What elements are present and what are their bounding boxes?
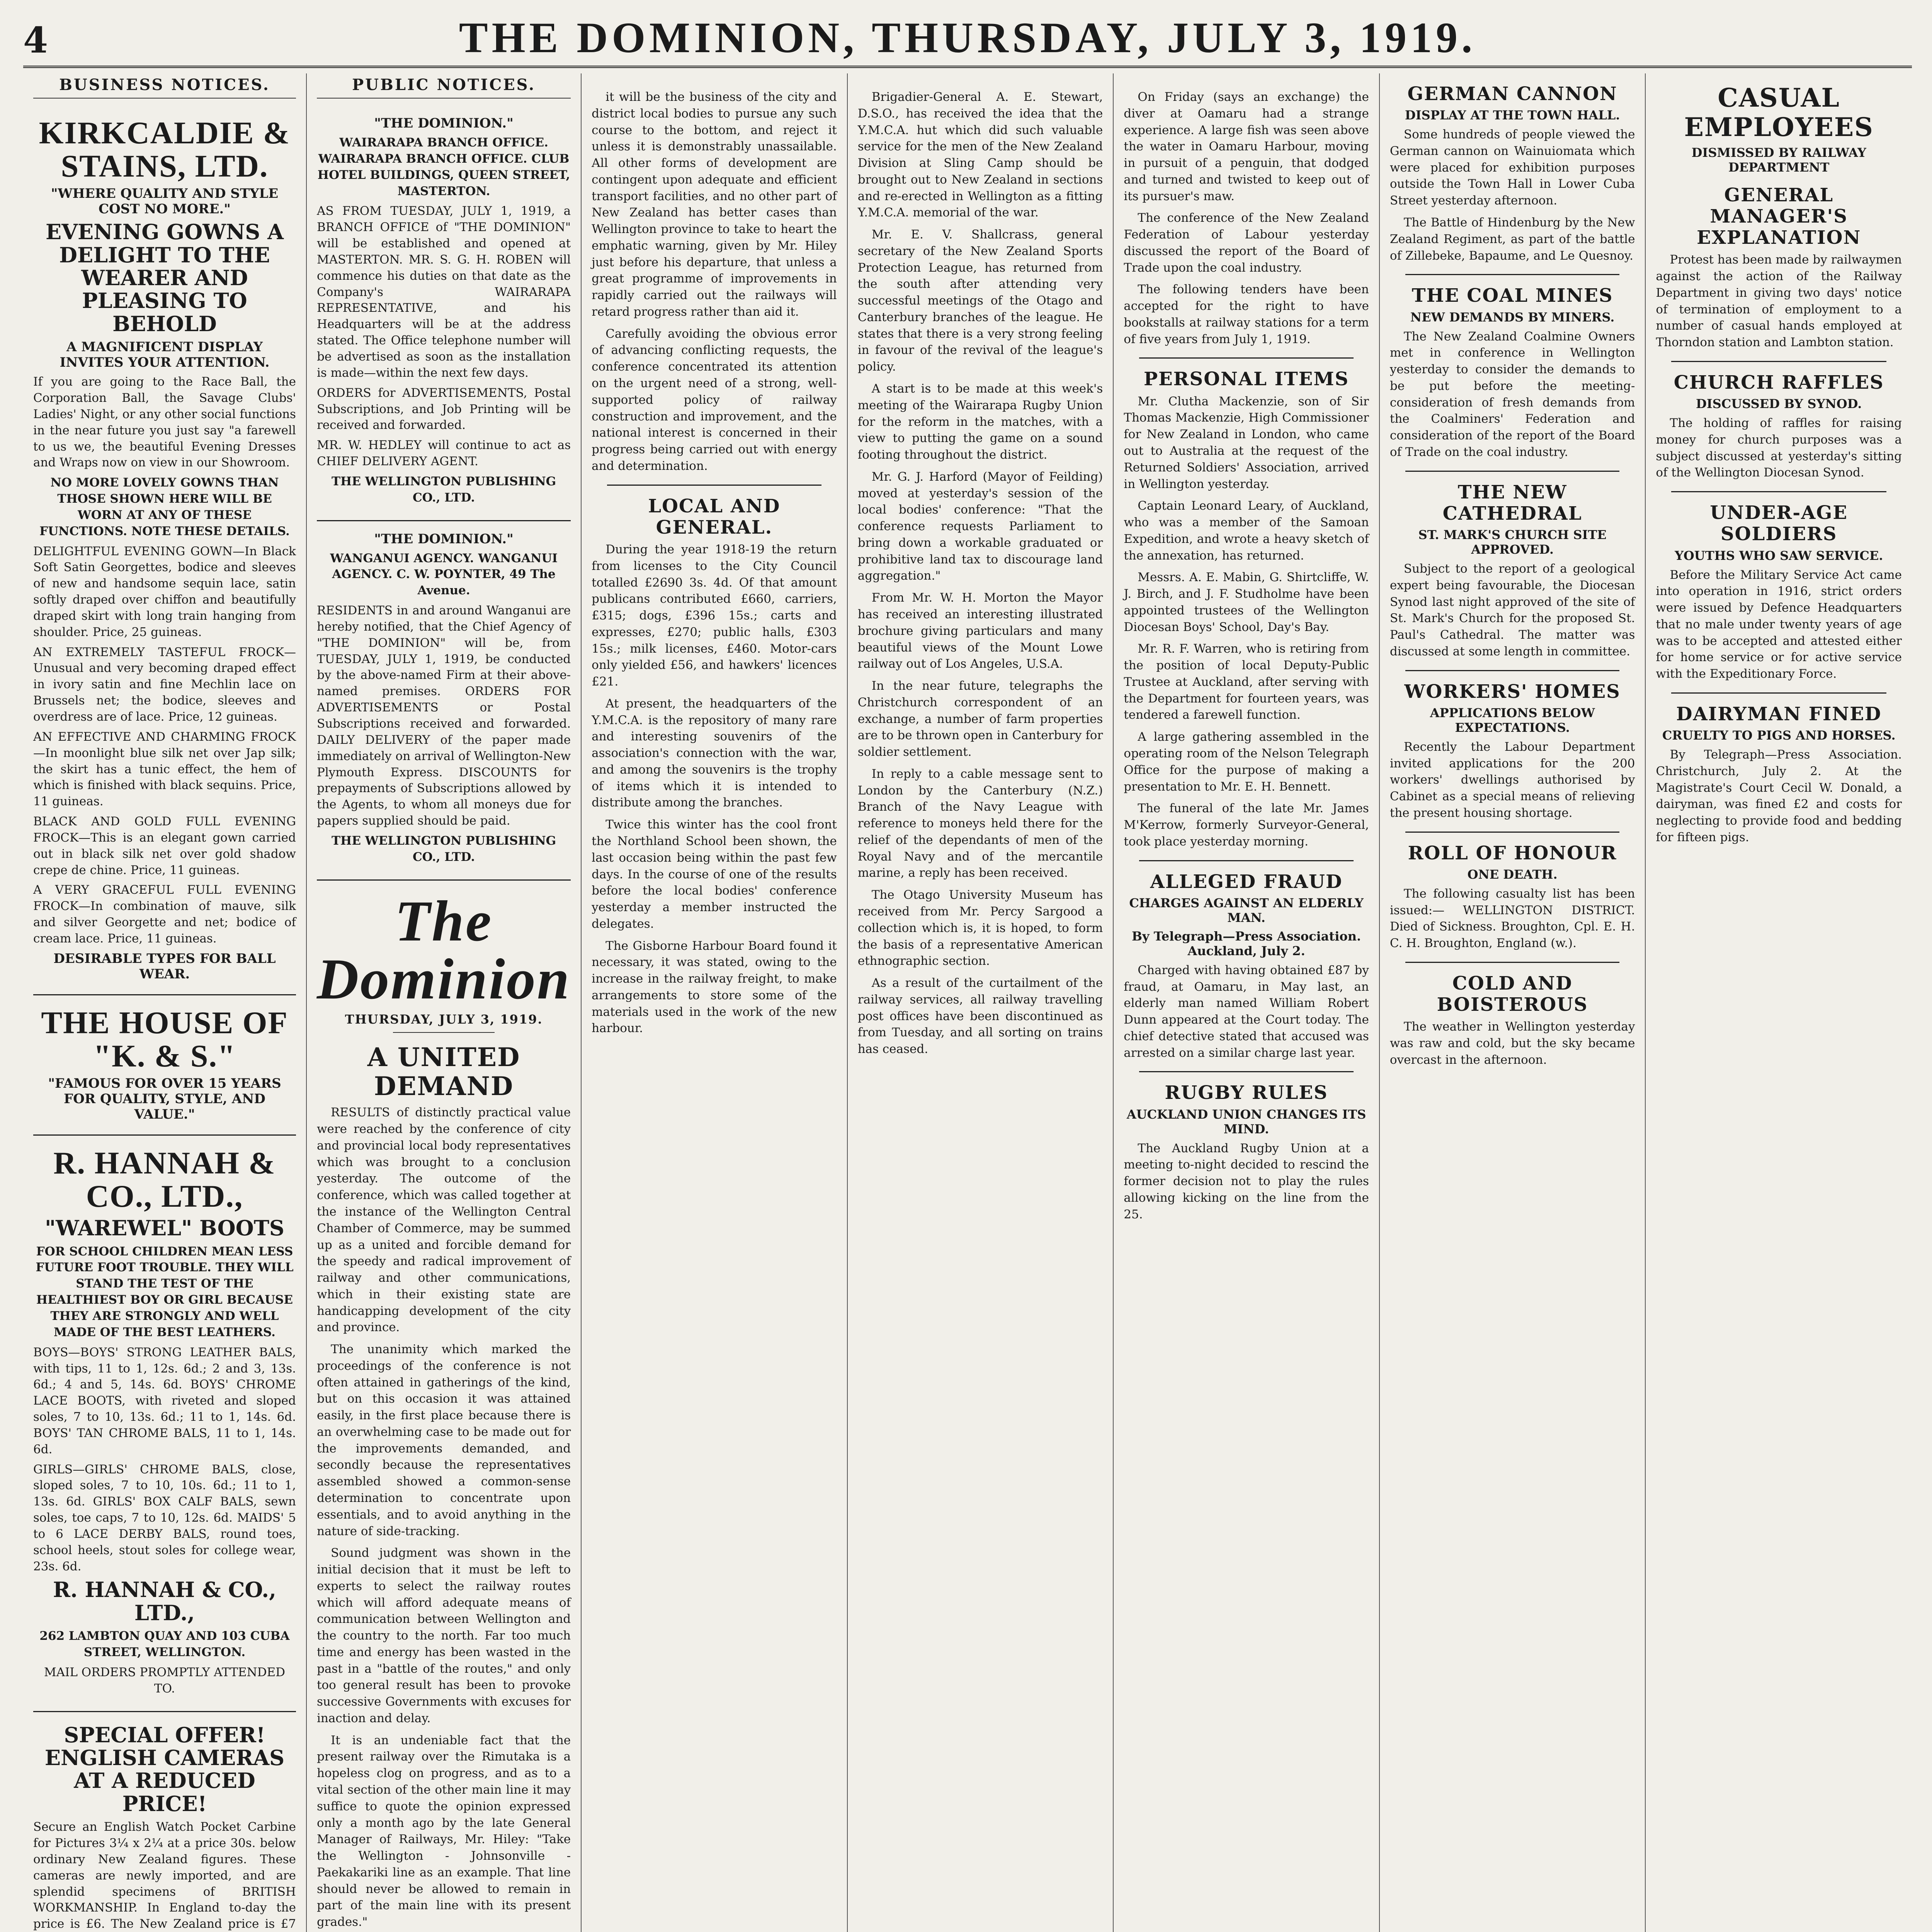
divider bbox=[607, 485, 821, 486]
casual-employees-article bbox=[1656, 252, 1902, 351]
church-raffles-article bbox=[1656, 415, 1902, 481]
article-paragraph: Mr. G. J. Harford (Mayor of Feilding) moved at yesterday's session of the local bodies' conference: "That the conference requests Parliament to bring down a workable graduated or prohibitive land tax to discourage land aggregation." bbox=[857, 469, 1103, 583]
article-paragraph: it will be the business of the city and district local bodies to pursue any such course to the bottom, and reject it unless it is demonstrably unassailable. All other forms of development are contingent upon adequate and efficient transport facilities, and no other part of New Zealand has better cases than Wellington province to take to heart the emphatic warning, given by Mr. Hiley just before his departure, that unless a great programme of improvements in rapidly carried out the railways will retard progress rather than aid it. bbox=[592, 90, 837, 319]
divider bbox=[1671, 361, 1886, 362]
advertiser-name: KIRKCALDIE & STAINS, LTD. bbox=[39, 115, 291, 184]
dairyman-fined-article bbox=[1656, 747, 1902, 846]
ad-headline: EVENING GOWNS A DELIGHT TO THE WEARER AND PLEASING TO BEHOLD bbox=[46, 219, 284, 336]
article-paragraph: The following casualty list has been issued:— WELLINGTON DISTRICT. Died of Sickness. Broughton, Cpl. E. H. C. H. Broughton, England (w.). bbox=[1389, 886, 1635, 951]
local-general-title: LOCAL AND GENERAL. bbox=[648, 495, 781, 538]
dairyman-fined-subtitle: CRUELTY TO PIGS AND HORSES. bbox=[1662, 728, 1896, 743]
notice-signature: THE WELLINGTON PUBLISHING CO., LTD. bbox=[331, 474, 556, 505]
article-paragraph: As a result of the curtailment of the railway services, all railway travelling post offices have been discontinued as from Tuesday, and all sorting on trains has ceased. bbox=[857, 976, 1103, 1056]
article-paragraph: Mr. E. V. Shallcrass, general secretary of the New Zealand Sports Protection League, has returned from the south after attending very successful meetings of the Otago and Canterbury branches of the league. He states that there is a very strong feeling in favour of the revival of the league's policy. bbox=[857, 228, 1103, 374]
coal-mines-title: THE COAL MINES bbox=[1412, 285, 1613, 307]
article-paragraph: The weather in Wellington yesterday was raw and cold, but the sky became overcast in the afternoon. bbox=[1389, 1020, 1635, 1067]
ad-address: 262 LAMBTON QUAY AND 103 CUBA STREET, WELLINGTON. bbox=[39, 1629, 290, 1660]
casual-employees-title: CASUAL EMPLOYEES bbox=[1684, 83, 1874, 142]
boys-prices: BOYS—BOYS' STRONG LEATHER BALS, with tips, 11 to 1, 12s. 6d.; 2 and 3, 13s. 6d.; 4 and 5, 14s. 6d. BOYS' CHROME LACE BOOTS, with riveted and sloped soles, 7 to 10, 13s. 6d.; 11 to 1, 14s. 6d. BOYS' TAN CHROME BALS, 11 to 1, 14s. 6d. bbox=[33, 1345, 296, 1456]
article-paragraph: Some hundreds of people viewed the German cannon on Wainuiomata which were placed for exhibition purposes outside the Town Hall in Lower Cuba Street yesterday afternoon. bbox=[1389, 128, 1635, 208]
under-age-soldiers-title: UNDER-AGE SOLDIERS bbox=[1710, 502, 1848, 545]
divider bbox=[393, 1032, 495, 1033]
ad-title: SPECIAL OFFER! ENGLISH CAMERAS AT A REDUCED PRICE! bbox=[44, 1722, 285, 1816]
article-paragraph: The following tenders have been accepted for the right to have bookstalls at railway stations for a term of five years from July 1, 1919. bbox=[1124, 282, 1369, 346]
divider bbox=[1139, 1071, 1354, 1072]
church-raffles-title: CHURCH RAFFLES bbox=[1673, 371, 1884, 393]
leader-title: A UNITED DEMAND bbox=[367, 1042, 520, 1102]
article-paragraph: The funeral of the late Mr. James M'Kerrow, formerly Surveyor-General, took place yesterday morning. bbox=[1124, 801, 1369, 849]
ad-lines: FOR SCHOOL CHILDREN MEAN LESS FUTURE FOOT TROUBLE. THEY WILL STAND THE TEST OF THE HEALTHIEST BOY OR GIRL BECAUSE THEY ARE STRONGLY AND WELL MADE OF THE BEST LEATHERS. bbox=[36, 1244, 294, 1339]
cathedral-subtitle: ST. MARK'S CHURCH SITE APPROVED. bbox=[1418, 527, 1607, 557]
article-paragraph: The Otago University Museum has received from Mr. Percy Sargood a collection which is, it is hoped, to form the basis of a representative American ethnographic section. bbox=[857, 888, 1103, 968]
local-news-article bbox=[858, 89, 1103, 1058]
ad-tagline: "FAMOUS FOR OVER 15 YEARS FOR QUALITY, STYLE, AND VALUE." bbox=[48, 1076, 281, 1122]
notice-orders: ORDERS for ADVERTISEMENTS, Postal Subscriptions, and Job Printing will be received and forwarded. bbox=[316, 386, 571, 432]
workers-homes-article bbox=[1390, 739, 1635, 821]
article-paragraph: Captain Leonard Leary, of Auckland, who was a member of the Samoan Expedition, and wrote a heavy sketch of the annexation, has returned. bbox=[1124, 499, 1369, 563]
office-address: WANGANUI AGENCY. WANGANUI AGENCY. C. W. POYNTER, 49 The Avenue. bbox=[330, 551, 558, 598]
article-paragraph: Messrs. A. E. Mabin, G. Shirtcliffe, W. J. Birch, and J. F. Studholme have been appointed trustees of the Wellington Diocesan Boys' School, Day's Bay. bbox=[1124, 570, 1369, 634]
article-paragraph: The Gisborne Harbour Board found it necessary, it was stated, owing to the increase in the railway freight, to make arrangements to store some of the materials used in the work of the new harbour. bbox=[592, 939, 837, 1036]
coal-mines-subtitle: NEW DEMANDS BY MINERS. bbox=[1410, 310, 1615, 325]
article-paragraph: From Mr. W. H. Morton the Mayor has received an interesting illustrated brochure giving particulars and many beautiful views of the Mount Lowe railway out of Los Angeles, U.S.A. bbox=[857, 591, 1103, 671]
cathedral-article bbox=[1390, 561, 1635, 660]
weather-article bbox=[1390, 1019, 1635, 1068]
divider bbox=[1405, 471, 1620, 472]
under-age-soldiers-article bbox=[1656, 567, 1902, 682]
divider bbox=[1405, 670, 1620, 671]
fraud-article bbox=[1124, 962, 1369, 1061]
special-offer-ad bbox=[33, 1712, 296, 1932]
notice-body: RESIDENTS in and around Wanganui are hereby notified, that the Chief Agency of "THE DOMINION" will be, from TUESDAY, JULY 1, 1919, be conducted by the above-named Firm at their above-named premises. ORDERS FOR ADVERTISEMENTS or Postal Subscriptions received and forwarded. DAILY DELIVERY of the paper made immediately on arrival of Wellington-New Plymouth Express. DISCOUNTS for prepayments of Subscriptions allowed by the Agents, to whom all moneys due for papers supplied should be paid. bbox=[316, 604, 571, 828]
article-paragraph: It is an undeniable fact that the present railway over the Rimutaka is a hopeless clog on progress, and as to a vital section of the other main line it may suffice to quote the opinion expressed only a month ago by the late General Manager of Railways, Mr. Hiley: "Take the Wellington - Johnsonville - Paekakariki line as an example. That line should never be allowed to remain in part of the main line with its present grades." bbox=[316, 1733, 571, 1929]
advertiser-name: R. HANNAH & CO., LTD., bbox=[53, 1577, 276, 1625]
workers-homes-subtitle: APPLICATIONS BELOW EXPECTATIONS. bbox=[1430, 705, 1595, 735]
article-paragraph: Carefully avoiding the obvious error of advancing conflicting requests, the conference concentrated its attention on the urgent need of a strong, well-supported policy of railway construction and improvement, and the national interest is concerned in their progress being carried out with energy and determination. bbox=[592, 327, 837, 473]
divider bbox=[1671, 491, 1886, 492]
column-editorial-continued bbox=[582, 73, 848, 1932]
rugby-subtitle: AUCKLAND UNION CHANGES ITS MIND. bbox=[1126, 1107, 1366, 1136]
church-raffles-subtitle: DISCUSSED BY SYNOD. bbox=[1696, 396, 1862, 412]
german-cannon-subtitle: DISPLAY AT THE TOWN HALL. bbox=[1405, 108, 1620, 123]
article-paragraph: Mr. Clutha Mackenzie, son of Sir Thomas Mackenzie, High Commissioner for New Zealand in London, who came out to Australia at the request of the Returned Soldiers' Association, arrived in Wellington yesterday. bbox=[1124, 394, 1369, 491]
newspaper-flag: The Dominion bbox=[316, 889, 571, 1011]
kirkcaldie-ad bbox=[33, 105, 296, 995]
personal-items-title: PERSONAL ITEMS bbox=[1143, 368, 1349, 390]
fraud-subtitle: CHARGES AGAINST AN ELDERLY MAN. bbox=[1129, 895, 1364, 925]
article-paragraph: Sound judgment was shown in the initial decision that it must be left to experts to select the railway routes which will afford adequate means of communication between Wellington and the country to the north. Far too much time and energy has been wasted in the past in a "battle of the routes," and only too general result has been to provoke successive Governments with excuses for inaction and delay. bbox=[316, 1546, 571, 1725]
notice-signature: THE WELLINGTON PUBLISHING CO., LTD. bbox=[331, 833, 556, 864]
ad-title: THE HOUSE OF "K. & S." bbox=[41, 1005, 288, 1073]
article-paragraph: Brigadier-General A. E. Stewart, D.S.O., has received the idea that the Y.M.C.A. hut which did such valuable service for the men of the New Zealand Division at Sling Camp should be brought out to New Zealand in sections and re-erected in Wellington as a fitting Y.M.C.A. memorial of the war. bbox=[857, 90, 1103, 220]
rugby-title: RUGBY RULES bbox=[1165, 1082, 1328, 1104]
page-columns bbox=[23, 73, 1912, 1932]
article-paragraph: Twice this winter has the cool front the Northland School been shown, the last occasion being within the past few days. In the course of one of the results before the local bodies' conference yesterday a member instructed the delegates. bbox=[592, 818, 837, 931]
article-paragraph: RESULTS of distinctly practical value were reached by the conference of city and provincial local body representatives which was brought to a conclusion yesterday. The outcome of the conference, which was called together at the instance of the Wellington Central Chamber of Commerce, may be summed up as a united and forcible demand for the speedy and radical improvement of railway and other communications, which in their existing state are handicapping development of the city and province. bbox=[316, 1105, 571, 1335]
ad-intro: If you are going to the Race Ball, the Corporation Ball, the Savage Clubs' Ladies' Night, or any other social functions in the near future you just say "a farewell to us we, the beautiful Evening Dresses and Wraps now on view in our Showroom. bbox=[33, 375, 296, 470]
under-age-soldiers-subtitle: YOUTHS WHO SAW SERVICE. bbox=[1675, 548, 1883, 563]
column-business-notices bbox=[23, 73, 307, 1932]
german-cannon-article bbox=[1390, 126, 1635, 264]
article-paragraph: The Battle of Hindenburg by the New Zealand Regiment, as part of the battle of Zillebeke, Bapaume, and Le Quesnoy. bbox=[1389, 216, 1635, 263]
local-general-article bbox=[592, 541, 837, 1037]
girls-prices: GIRLS—GIRLS' CHROME BALS, close, sloped soles, 7 to 10, 10s. 6d.; 11 to 1, 13s. 6d. GIRLS' BOX CALF BALS, sewn soles, toe caps, 7 to 10, 12s. 6d. MAIDS' 5 to 6 LACE DERBY BALS, round toes, school heels, stout soles for college wear, 23s. 6d. bbox=[33, 1462, 296, 1573]
article-paragraph: By Telegraph—Press Association. Christchurch, July 2. At the Magistrate's Court Cecil W. Donald, a dairyman, was fined £2 and costs for neglecting to provide food and bedding for fifteen pigs. bbox=[1656, 748, 1902, 844]
ad-notice: NO MORE LOVELY GOWNS THAN THOSE SHOWN HERE WILL BE WORN AT ANY OF THESE FUNCTIONS. NOTE THESE DETAILS. bbox=[39, 476, 290, 538]
leader-article bbox=[317, 1104, 571, 1932]
roll-of-honour-subtitle: ONE DEATH. bbox=[1467, 867, 1558, 882]
personal-items-article bbox=[1124, 393, 1369, 850]
newspaper-title: THE DOMINION, THURSDAY, JULY 3, 1919. bbox=[459, 14, 1476, 62]
article-paragraph: The conference of the New Zealand Federation of Labour yesterday discussed the report of the Board of Trade upon the coal industry. bbox=[1124, 211, 1369, 275]
advertiser-name: R. HANNAH & CO., LTD., bbox=[53, 1145, 276, 1214]
divider bbox=[1139, 860, 1354, 861]
slogan: "WHERE QUALITY AND STYLE COST NO MORE." bbox=[51, 186, 279, 217]
article-paragraph: Mr. R. F. Warren, who is retiring from the position of local Deputy-Public Trustee at Auckland, after serving with the Department for fourteen years, was tendered a farewell function. bbox=[1124, 642, 1369, 722]
weather-title: COLD AND BOISTEROUS bbox=[1437, 972, 1588, 1016]
cathedral-title: THE NEW CATHEDRAL bbox=[1442, 481, 1582, 524]
ks-ad bbox=[33, 995, 296, 1136]
article-paragraph: Charged with having obtained £87 by fraud, at Oamaru, in May last, an elderly man named William Robert Dunn appeared at the Court today. The chief detective stated that accused was arrested on a similar charge last year. bbox=[1124, 963, 1369, 1060]
column-local-news bbox=[848, 73, 1114, 1932]
fraud-byline: By Telegraph—Press Association. Auckland, July 2. bbox=[1132, 929, 1361, 958]
article-paragraph: During the year 1918-19 the return from licenses to the City Council totalled £2690 3s. 4d. Of that amount publicans contributed £660, carriers, £315; dogs, £396 15s.; carts and expresses, £270; public halls, £303 15s.; milk licenses, £460. Motor-cars only yielded £56, and hawkers' licences £21. bbox=[592, 542, 837, 689]
article-paragraph: On Friday (says an exchange) the diver at Oamaru had a strange experience. A large fish was seen above the water in Oamaru Harbour, moving in pursuit of a penguin, that dodged and turned and twisted to keep out of its pursuer's maw. bbox=[1124, 90, 1369, 203]
ad-subhead: A MAGNIFICENT DISPLAY INVITES YOUR ATTENTION. bbox=[60, 339, 270, 371]
casual-employees-heading: GENERAL MANAGER'S EXPLANATION bbox=[1697, 184, 1861, 249]
divider bbox=[1405, 274, 1620, 275]
column-news bbox=[1380, 73, 1646, 1932]
page-number: 4 bbox=[23, 19, 48, 61]
article-paragraph: The Auckland Rugby Union at a meeting to-night decided to rescind the former decision not to play the rules allowing kicking on the line from the 25. bbox=[1124, 1141, 1369, 1221]
product-name: "WAREWEL" BOOTS bbox=[45, 1216, 284, 1241]
gown-item: AN EFFECTIVE AND CHARMING FROCK—In moonlight blue silk net over Jap silk; the skirt has a tunic effect, the hem of which is finished with black sequins. Price, 11 guineas. bbox=[33, 730, 296, 809]
german-cannon-title: GERMAN CANNON bbox=[1407, 83, 1617, 105]
roll-of-honour-article bbox=[1390, 886, 1635, 952]
gown-item: AN EXTREMELY TASTEFUL FROCK—Unusual and very becoming draped effect in ivory satin and fine Mechlin lace on Brussels net; the bodice, sleeves and overdress are of lace. Price, 12 guineas. bbox=[33, 645, 296, 724]
divider bbox=[1139, 357, 1354, 359]
column-public-notices bbox=[307, 73, 582, 1932]
divider bbox=[1671, 692, 1886, 694]
column-header: BUSINESS NOTICES. bbox=[33, 73, 296, 99]
wairarapa-notice bbox=[317, 105, 571, 521]
hannah-ad bbox=[33, 1136, 296, 1712]
column-news-right bbox=[1646, 73, 1912, 1932]
article-paragraph: In the near future, telegraphs the Christchurch correspondent of an exchange, a number of farm properties are to be thrown open in Canterbury for soldier settlement. bbox=[857, 679, 1103, 759]
article-paragraph: A large gathering assembled in the operating room of the Nelson Telegraph Office for the purpose of making a presentation to Mr. E. H. Bennett. bbox=[1124, 730, 1369, 794]
gown-item: BLACK AND GOLD FULL EVENING FROCK—This is an elegant gown carried out in black silk net over gold shadow crepe de chine. Price, 11 guineas. bbox=[33, 815, 296, 877]
workers-homes-title: WORKERS' HOMES bbox=[1404, 680, 1621, 702]
gown-item: DELIGHTFUL EVENING GOWN—In Black Soft Satin Georgettes, bodice and sleeves of new and handsome sequin lace, satin softly draped over chiffon and beautifully draped skirt with long train hanging from shoulder. Price, 25 guineas. bbox=[33, 544, 296, 639]
column-personal bbox=[1114, 73, 1380, 1932]
casual-employees-subtitle: DISMISSED BY RAILWAY DEPARTMENT bbox=[1691, 145, 1866, 175]
notice-body: AS FROM TUESDAY, JULY 1, 1919, a BRANCH OFFICE of "THE DOMINION" will be established and opened at MASTERTON. MR. S. G. H. ROBEN will commence his duties on that date as the Company's WAIRARAPA REPRESENTATIVE, and his Headquarters will be at the address stated. The Office telephone number will be advertised as soon as the installation is made—within the next few days. bbox=[316, 204, 571, 380]
article-paragraph: In reply to a cable message sent to London by the Canterbury (N.Z.) Branch of the Navy League with reference to moneys held there for the relief of the dependants of men of the Royal Navy and of the mercantile marine, a reply has been received. bbox=[857, 767, 1103, 880]
paper-name: "THE DOMINION." bbox=[374, 531, 514, 547]
article-paragraph: At present, the headquarters of the Y.M.C.A. is the repository of many rare and interesting souvenirs of the association's connection with the war, and among the souvenirs is the trophy of items which it is intended to distribute among the branches. bbox=[592, 696, 837, 810]
article-paragraph: Before the Military Service Act came into operation in 1916, strict orders were issued by Defence Headquarters that no male under twenty years of age was to be accepted and attested either for home service or for active service with the Expeditionary Force. bbox=[1656, 568, 1902, 681]
article-paragraph: The New Zealand Coalmine Owners met in conference in Wellington yesterday to consider the demands to be put before the meeting-consideration of fresh demands from the Coalminers' Federation and consideration of the report of the Board of Trade on the coal industry. bbox=[1389, 329, 1635, 459]
masthead bbox=[23, 8, 1912, 68]
wanganui-notice bbox=[317, 521, 571, 881]
article-paragraph: The holding of raffles for raising money for church purposes was a subject discussed at yesterday's sitting of the Wellington Diocesan Synod. bbox=[1656, 416, 1902, 480]
paper-name: "THE DOMINION." bbox=[374, 116, 514, 131]
editorial-dateline: THURSDAY, JULY 3, 1919. bbox=[345, 1012, 543, 1027]
article-paragraph: Subject to the report of a geological expert being favourable, the Diocesan Synod last night approved of the site of St. Mark's Church for the proposed St. Paul's Cathedral. The matter was discussed at some length in committee. bbox=[1389, 562, 1635, 658]
article-paragraph: Recently the Labour Department invited applications for the 200 workers' dwellings authorised by Cabinet as a special means of relieving the present housing shortage. bbox=[1389, 740, 1635, 820]
office-address: WAIRARAPA BRANCH OFFICE. WAIRARAPA BRANCH OFFICE. CLUB HOTEL BUILDINGS, QUEEN STREET, MASTERTON. bbox=[317, 136, 570, 198]
notice-hedley: MR. W. HEDLEY will continue to act as CHIEF DELIVERY AGENT. bbox=[316, 438, 571, 469]
coal-mines-article bbox=[1390, 328, 1635, 461]
divider bbox=[1405, 962, 1620, 963]
column-header: PUBLIC NOTICES. bbox=[317, 73, 571, 99]
fraud-title: ALLEGED FRAUD bbox=[1150, 871, 1343, 893]
roll-of-honour-title: ROLL OF HONOUR bbox=[1408, 842, 1617, 864]
dairyman-fined-title: DAIRYMAN FINED bbox=[1676, 703, 1882, 725]
leader-continuation bbox=[592, 89, 837, 474]
article-paragraph: A start is to be made at this week's meeting of the Wairarapa Rugby Union for the reform in the matches, with a view to putting the game on a sound footing throughout the district. bbox=[857, 382, 1103, 462]
article-paragraph: The unanimity which marked the proceedings of the conference is not often attained in gatherings of the kind, but on this occasion it was attained easily, in the first place because there is an overwhelming case to be made out for the improvements demanded, and secondly because the representatives assembled showed a common-sense determination to concentrate upon essentials, and to avoid anything in the nature of side-tracking. bbox=[316, 1342, 571, 1538]
general-news bbox=[1124, 89, 1369, 347]
rugby-article bbox=[1124, 1140, 1369, 1223]
gown-item: A VERY GRACEFUL FULL EVENING FROCK—In combination of mauve, silk and silver Georgette and net; bodice of cream lace. Price, 11 guineas. bbox=[33, 883, 296, 946]
divider bbox=[1405, 832, 1620, 833]
ad-body: Secure an English Watch Pocket Carbine for Pictures 3¼ x 2¼ at a price 30s. below ordinary New Zealand figures. These cameras are newly imported, and are splendid specimens of BRITISH WORKMANSHIP. In England to-day the price is £6. The New Zealand price is £7 bbox=[33, 1820, 296, 1931]
article-paragraph: Protest has been made by railwaymen against the action of the Railway Department in giving two days' notice of termination of employment to a number of casual hands employed at Thorndon station and Lambton station. bbox=[1656, 253, 1902, 350]
mail-orders: MAIL ORDERS PROMPTLY ATTENDED TO. bbox=[44, 1665, 285, 1696]
ad-footer: DESIRABLE TYPES FOR BALL WEAR. bbox=[53, 951, 276, 982]
